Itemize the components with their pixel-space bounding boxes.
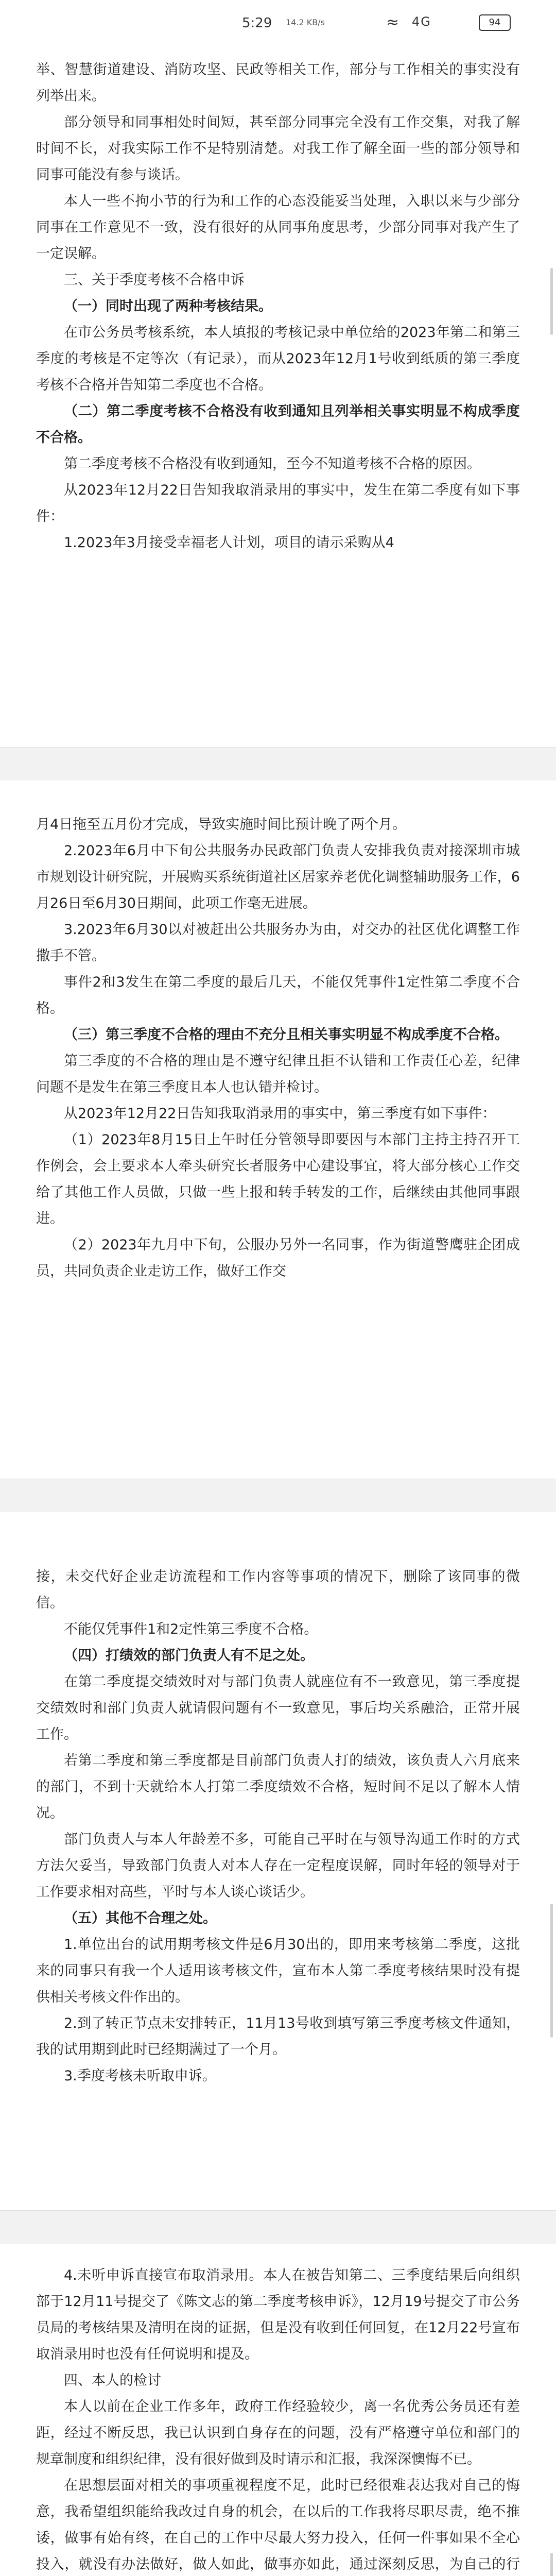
paragraph: （四）打绩效的部门负责人有不足之处。	[64, 1648, 314, 1664]
page-content	[36, 57, 520, 556]
document-page-3	[0, 1512, 556, 2210]
paragraph: 不能仅凭事件1和2定性第三季度不合格。	[64, 1621, 318, 1637]
scrollbar[interactable]	[550, 1904, 553, 2038]
paragraph: 举、智慧街道建设、消防攻坚、民政等相关工作，部分与工作相关的事实没有列举出来。	[36, 62, 520, 104]
paragraph: 在第二季度提交绩效时对与部门负责人就座位有不一致意见，第三季度提交绩效时和部门负责人就请假问题有不一致意见，事后均关系融洽，正常开展工作。	[36, 1674, 520, 1742]
paragraph: 三、关于季度考核不合格申诉	[64, 272, 245, 288]
paragraph: 四、本人的检讨	[64, 2372, 161, 2388]
paragraph: （2）2023年九月中下旬，公服办另外一名同事，作为街道警鹰驻企团成员，共同负责企业走访工作，做好工作交	[36, 1237, 520, 1279]
paragraph: （二）第二季度考核不合格没有收到通知且列举相关事实明显不构成季度不合格。	[36, 403, 520, 446]
wifi-icon: ≈	[386, 13, 399, 31]
scrollbar[interactable]	[550, 2553, 553, 2576]
paragraph: （1）2023年8月15日上午时任分管领导即要因与本部门主持主持召开工作例会，会上要求本人牵头研究长者服务中心建设事宜，将大部分核心工作交给了其他工作人员做，只做一些上报和转手转发的工作，后继续由其他同事跟进。	[36, 1132, 520, 1227]
page-content	[36, 2262, 520, 2576]
paragraph: 从2023年12月22日告知我取消录用的事实中，发生在第二季度有如下事件：	[36, 482, 520, 524]
network-speed: 14.2 KB/s	[286, 18, 325, 27]
paragraph: 第二季度考核不合格没有收到通知，至今不知道考核不合格的原因。	[64, 456, 481, 472]
paragraph: 第三季度的不合格的理由是不遵守纪律且拒不认错和工作责任心差，纪律问题不是发生在第三季度且本人也认错并检讨。	[36, 1053, 520, 1095]
scrollbar[interactable]	[550, 268, 553, 335]
paragraph: 若第二季度和第三季度都是目前部门负责人打的绩效，该负责人六月底来的部门，不到十天就给本人打第二季度绩效不合格，短时间不足以了解本人情况。	[36, 1753, 520, 1821]
paragraph: 2.2023年6月中下旬公共服务办民政部门负责人安排我负责对接深圳市城市规划设计研究院，开展购买系统街道社区居家养老优化调整辅助服务工作，6月26日至6月30日期间，此项工作毫无进展。	[36, 843, 520, 911]
paragraph: 事件2和3发生在第二季度的最后几天，不能仅凭事件1定性第二季度不合格。	[36, 974, 520, 1016]
battery-icon: 94	[479, 14, 511, 31]
paragraph: 部分领导和同事相处时间短，甚至部分同事完全没有工作交集，对我了解时间不长，对我实际工作不是特别清楚。对我工作了解全面一些的部分领导和同事可能没有参与谈话。	[36, 114, 520, 183]
signal-icon: 4G	[412, 14, 431, 29]
paragraph: （一）同时出现了两种考核结果。	[64, 298, 272, 314]
page-content	[36, 1564, 520, 2089]
paragraph: （三）第三季度不合格的理由不充分且相关事实明显不构成季度不合格。	[64, 1027, 509, 1043]
paragraph: 在思想层面对相关的事项重视程度不足，此时已经很难表达我对自己的悔意，我希望组织能给我改过自身的机会，在以后的工作我将尽职尽责，绝不推诿，做事有始有终，在自己的工作中尽最大努力投入，任何一件事如果不全心投入，就没有办法做好，做人如此，做事亦如此，通过深刻反思，为自己的行	[36, 2478, 520, 2572]
paragraph: 1.2023年3月接受幸福老人计划，项目的请示采购从4	[64, 535, 394, 551]
paragraph: 在市公务员考核系统，本人填报的考核记录中单位给的2023年第二和第三季度的考核是不定等次（有记录），而从2023年12月1号收到纸质的第三季度考核不合格并告知第二季度也不合格。	[36, 325, 520, 393]
paragraph: （五）其他不合理之处。	[64, 1910, 217, 1926]
document-page-2	[0, 781, 556, 1479]
page-divider	[0, 1479, 556, 1513]
paragraph: 部门负责人与本人年龄差不多，可能自己平时在与领导沟通工作时的方式方法欠妥当，导致部门负责人对本人存在一定程度误解，同时年轻的领导对于工作要求相对高些，平时与本人谈心谈话少。	[36, 1832, 520, 1900]
status-bar	[0, 0, 556, 46]
paragraph: 月4日拖至五月份才完成，导致实施时间比预计晚了两个月。	[36, 817, 407, 833]
paragraph: 本人一些不拘小节的行为和工作的心态没能妥当处理，入职以来与少部分同事在工作意见不一致，没有很好的从同事角度思考，少部分同事对我产生了一定误解。	[36, 193, 520, 262]
document-page-1	[0, 46, 556, 747]
paragraph: 1.单位出台的试用期考核文件是6月30出的，即用来考核第二季度，这批来的同事只有我一个人适用该考核文件，宣布本人第二季度考核结果时没有提供相关考核文件作出的。	[36, 1937, 520, 2005]
paragraph: 4.未听申诉直接宣布取消录用。本人在被告知第二、三季度结果后向组织部于12月11号提交了《陈文志的第二季度考核申诉》，12月19号提交了市公务员局的考核结果及清明在岗的证据，但是没有收到任何回复，在12月22号宣布取消录用时也没有任何说明和提及。	[36, 2267, 520, 2362]
paragraph: 从2023年12月22日告知我取消录用的事实中，第三季度有如下事件：	[64, 1106, 496, 1122]
page-divider	[0, 747, 556, 782]
paragraph: 3.2023年6月30以对被赶出公共服务办为由，对交办的社区优化调整工作撒手不管。	[36, 922, 520, 964]
paragraph: 2.到了转正节点未安排转正，11月13号收到填写第三季度考核文件通知，我的试用期到此时已经期满过了一个月。	[36, 2015, 520, 2058]
document-page-4	[0, 2244, 556, 2576]
status-time: 5:29	[242, 15, 272, 31]
paragraph: 3.季度考核未听取申诉。	[64, 2068, 216, 2084]
page-divider	[0, 2210, 556, 2245]
paragraph: 本人以前在企业工作多年，政府工作经验较少，离一名优秀公务员还有差距，经过不断反思，我已认识到自身存在的问题，没有严格遵守单位和部门的规章制度和组织纪律，没有很好做到及时请示和汇报，我深深懊悔不已。	[36, 2399, 520, 2467]
page-content	[36, 811, 520, 1284]
paragraph: 接，未交代好企业走访流程和工作内容等事项的情况下，删除了该同事的微信。	[36, 1569, 520, 1611]
